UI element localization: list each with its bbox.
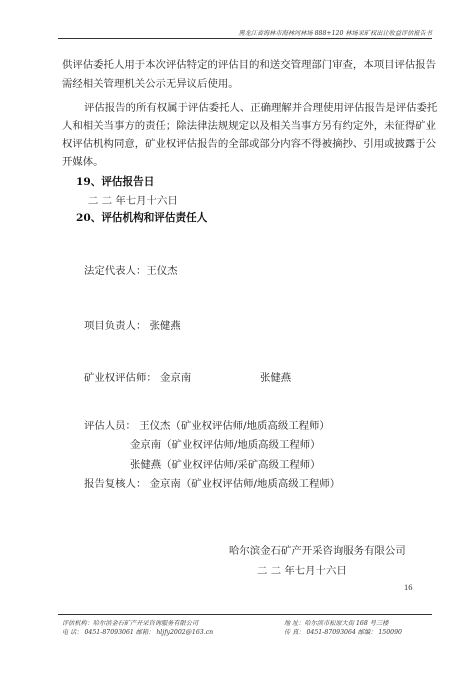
para2-line1: 评估报告的所有权属于评估委托人、正确理解并合理使用评估报告是评估委托 xyxy=(84,102,438,114)
header-rule xyxy=(58,38,432,39)
para2-line3: 权评估机构同意，矿业权评估报告的全部或部分内容不得被摘抄、引用或披露于公 xyxy=(62,138,437,150)
running-header: 黑龙江省海林市海林河林场 888+120 林场采矿权出让收益评估报告书 xyxy=(238,30,432,37)
mining-appraiser-1: 矿业权评估师： 金京南 xyxy=(84,372,192,384)
signature-date: 二 二 年七月十六日 xyxy=(257,565,347,577)
footer-rule xyxy=(58,614,432,615)
page-number: 16 xyxy=(404,582,413,592)
organization-name: 哈尔滨金石矿产开采咨询服务有限公司 xyxy=(229,545,406,557)
legal-representative: 法定代表人：王仪杰 xyxy=(84,265,178,277)
para2-line4: 开媒体。 xyxy=(62,156,104,168)
appraiser-line3: 张健燕（矿业权评估师/采矿高级工程师） xyxy=(130,459,321,471)
para2-line2: 人和相关当事方的责任；除法律法规规定以及相关当事方另有约定外，未征得矿业 xyxy=(62,120,437,132)
reviewer-line: 报告复核人： 金京南（矿业权评估师/地质高级工程师） xyxy=(84,478,341,490)
footer-agency: 评估机构：哈尔滨金石矿产开采咨询服务有限公司 xyxy=(62,620,199,627)
para1-line1: 供评估委托人用于本次评估特定的评估目的和送交管理部门审查，本项目评估报告 xyxy=(62,59,437,71)
footer-phone: 电 话： 0451-87093061 邮箱： hljfy2002@163.cn xyxy=(62,629,214,636)
appraiser-line1: 评估人员： 王仪杰（矿业权评估师/地质高级工程师） xyxy=(84,420,330,432)
mining-appraiser-2: 张健燕 xyxy=(260,372,292,384)
footer-address: 地 址：哈尔滨市松原大街 168 号三楼 xyxy=(284,620,389,627)
section-19-heading: 19、评估报告日 xyxy=(76,176,155,188)
section-20-heading: 20、评估机构和评估责任人 xyxy=(76,212,208,224)
project-leader: 项目负责人： 张健燕 xyxy=(84,320,181,332)
report-date: 二 二 年七月十六日 xyxy=(88,195,178,207)
footer-fax: 传 真： 0451-87093064 邮编： 150090 xyxy=(284,629,402,636)
appraiser-line2: 金京南（矿业权评估师/地质高级工程师） xyxy=(130,439,321,451)
para1-line2: 需经相关管理机关公示无异议后使用。 xyxy=(62,78,239,90)
